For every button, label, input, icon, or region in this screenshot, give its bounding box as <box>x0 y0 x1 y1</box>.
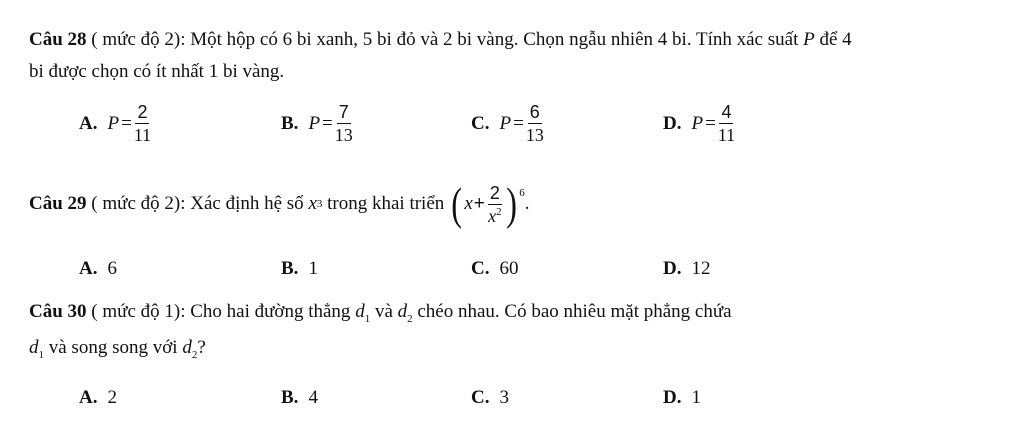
denominator: 11 <box>717 125 736 145</box>
option-var: P <box>691 112 704 134</box>
option-letter: C. <box>471 112 490 134</box>
numerator: 2 <box>137 102 148 122</box>
q30-option-d[interactable] <box>663 387 701 409</box>
denominator: 13 <box>525 125 544 145</box>
option-letter: C. <box>471 387 490 408</box>
question-28-line-1 <box>29 28 852 52</box>
question-29-text: ( mức độ 2): Xác định hệ số <box>86 193 309 214</box>
option-letter: B. <box>281 387 299 408</box>
option-var: P <box>107 112 120 134</box>
option-letter: D. <box>663 112 682 134</box>
q29-option-c[interactable] <box>471 258 518 280</box>
q28-option-c[interactable]: C. P = $\frac{6}{13}$ <box>471 102 544 145</box>
question-30-label: Câu 30 <box>29 301 87 322</box>
denominator: 11 <box>133 125 152 145</box>
fraction <box>718 103 735 144</box>
option-letter: D. <box>663 387 682 408</box>
option-letter: C. <box>471 258 490 279</box>
option-value: 4 <box>308 387 318 408</box>
question-29-line <box>29 180 529 228</box>
q28-option-d[interactable]: D. P = $\frac{4}{11}$ <box>663 102 736 145</box>
question-29-label: Câu 29 <box>29 193 87 214</box>
q29-option-a[interactable] <box>79 258 117 280</box>
numerator: 7 <box>338 102 349 122</box>
option-var: P <box>308 112 321 134</box>
option-letter: A. <box>79 387 98 408</box>
q30-option-c[interactable] <box>471 387 509 409</box>
question-28-text: ( mức độ 2): Một hộp có 6 bi xanh, 5 bi đỏ và 2 bi vàng. Chọn ngẫu nhiên 4 bi. Tính xác suất <box>86 29 804 50</box>
variable-p: P <box>803 29 815 50</box>
binomial-expression <box>449 178 530 229</box>
question-30-text-2: chéo nhau. Có bao nhiêu mặt phẳng chứa <box>412 301 732 322</box>
q29-option-d[interactable] <box>663 258 710 280</box>
q28-option-b[interactable]: B. P = $\frac{7}{13}$ <box>281 102 353 145</box>
fraction <box>134 103 151 144</box>
question-28-text-end: để 4 <box>814 29 852 50</box>
question-28-label: Câu 28 <box>29 29 87 50</box>
variable-d: d <box>397 301 408 322</box>
denominator: 13 <box>334 125 353 145</box>
fraction <box>335 103 353 144</box>
expr-x: x <box>464 193 473 214</box>
conjunction: và <box>370 301 398 322</box>
question-30-text-3: và song song với <box>44 337 183 358</box>
question-30-line-1 <box>29 300 732 331</box>
subscript: 2 <box>407 312 413 325</box>
question-mark: ? <box>197 337 206 358</box>
denominator <box>488 205 502 225</box>
period: . <box>524 193 530 214</box>
option-var: P <box>499 112 512 134</box>
variable-d: d <box>29 337 39 358</box>
variable-d: d <box>355 301 365 322</box>
option-value: 3 <box>499 387 509 408</box>
option-letter: B. <box>281 112 299 134</box>
outer-exponent: 6 <box>519 187 525 199</box>
numerator: 6 <box>529 102 540 122</box>
den-exponent: 2 <box>496 205 502 218</box>
subscript: 2 <box>191 348 198 361</box>
option-value: 60 <box>499 258 519 279</box>
option-letter: A. <box>79 112 98 134</box>
option-value: 1 <box>308 258 318 279</box>
right-paren: ) <box>506 178 517 229</box>
q30-option-b[interactable] <box>281 387 318 409</box>
option-value: 2 <box>107 387 117 408</box>
q28-option-a[interactable]: A. P = $\frac{2}{11}$ <box>79 102 152 145</box>
option-letter: A. <box>79 258 98 279</box>
exponent: 3 <box>316 198 323 210</box>
q30-option-a[interactable] <box>79 387 117 409</box>
option-letter: B. <box>281 258 299 279</box>
option-value: 1 <box>691 387 701 408</box>
question-29-text-2: trong khai triển <box>322 193 450 214</box>
numerator: 2 <box>489 182 500 203</box>
question-30-line-2 <box>29 336 206 367</box>
plus-sign: + <box>473 193 485 214</box>
subscript: 1 <box>364 312 371 325</box>
question-28-line-2: bi được chọn có ít nhất 1 bi vàng. <box>29 61 285 82</box>
variable-x: x <box>308 193 317 214</box>
left-paren: ( <box>451 178 463 229</box>
fraction <box>526 103 544 144</box>
question-30-text: ( mức độ 1): Cho hai đường thẳng <box>86 301 356 322</box>
den-x: x <box>488 205 497 226</box>
fraction <box>488 184 502 225</box>
numerator: 4 <box>721 102 732 122</box>
option-value: 12 <box>691 258 711 279</box>
option-letter: D. <box>663 258 682 279</box>
subscript: 1 <box>38 348 44 361</box>
variable-d: d <box>182 337 192 358</box>
q29-option-b[interactable] <box>281 258 318 280</box>
option-value: 6 <box>107 258 117 279</box>
